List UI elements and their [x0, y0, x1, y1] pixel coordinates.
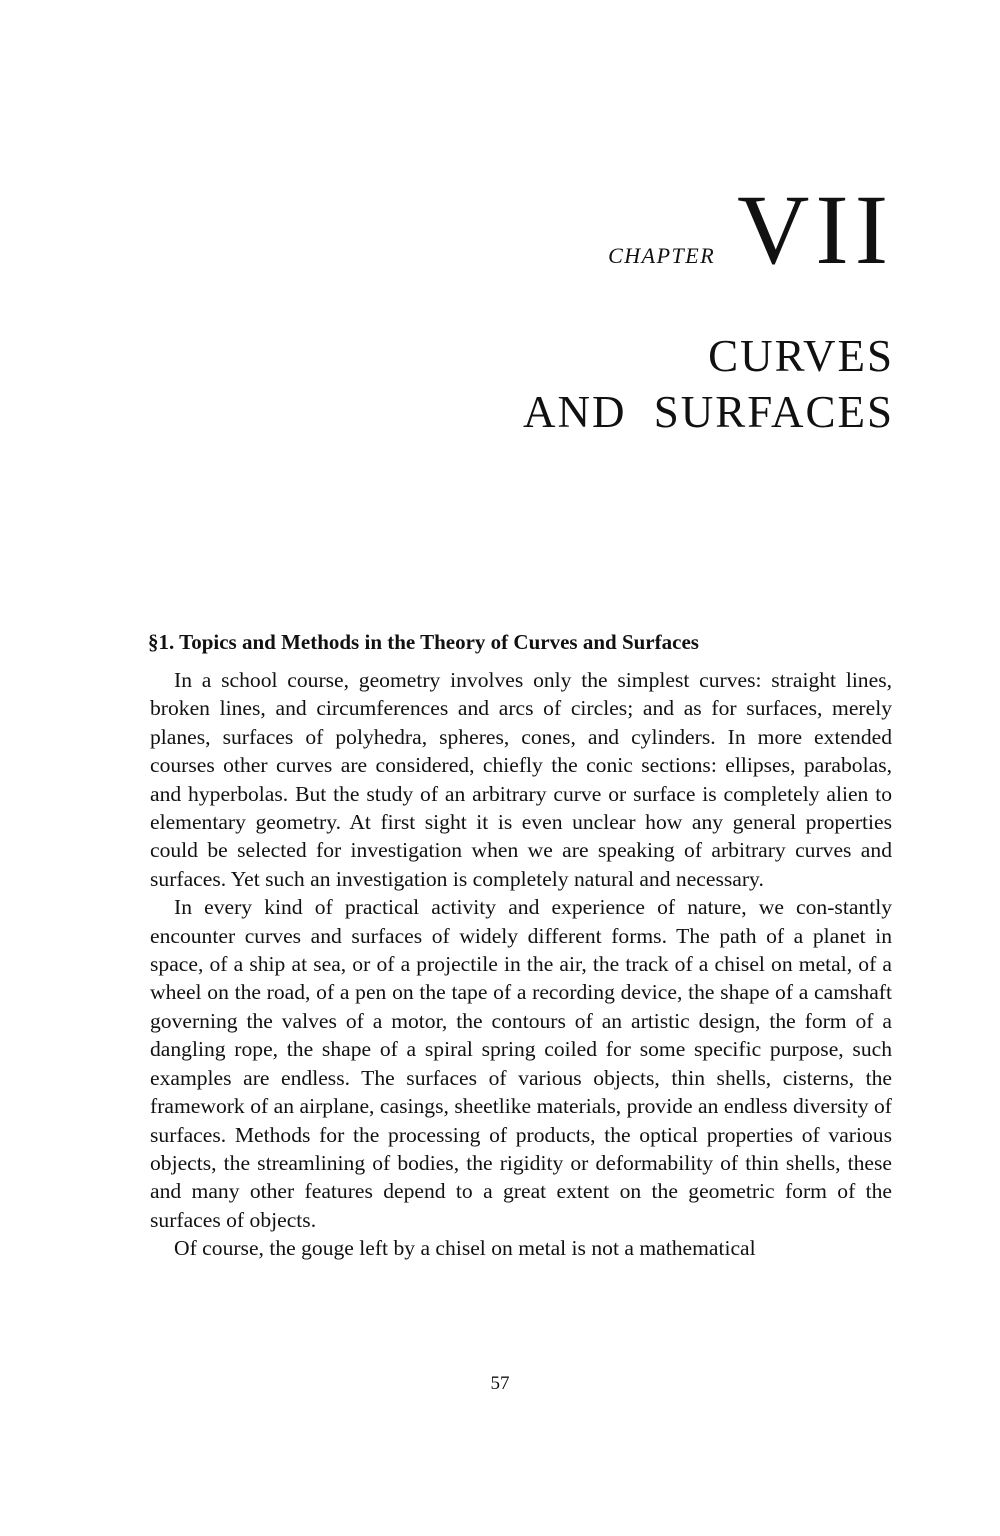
paragraph: In a school course, geometry involves only the simplest curves: straight lines, broken lines, and circumferences and arcs of circles; and as for surfaces, merely planes, surfaces of polyhedra, spheres, cones, and cylinders. In more extended courses other curves are considered, chiefly the conic sections: ellipses, parabolas, and hyperbolas. But the study of an arbitrary curve or surface is completely alien to elementary geometry. At first sight it is even unclear how any general properties could be selected for investigation when we are speaking of arbitrary curves and surfaces. Yet such an investigation is completely natural and necessary. [150, 668, 892, 891]
paragraph: In every kind of practical activity and experience of nature, we con-stantly encounter curves and surfaces of widely different forms. The path of a planet in space, of a ship at sea, or of a projectile in the air, the track of a chisel on metal, of a wheel on the road, of a pen on the tape of a recording device, the shape of a camshaft governing the valves of a motor, the contours of an artistic design, the form of a dangling rope, the shape of a spiral spring coiled for some specific purpose, such examples are endless. The surfaces of various objects, thin shells, cisterns, the framework of an airplane, casings, sheetlike materials, provide an endless diversity of surfaces. Methods for the processing of products, the optical properties of various objects, the streamlining of bodies, the rigidity or deformability of thin shells, these and many other features depend to a great extent on the geometric form of the surfaces of objects. [150, 895, 892, 1232]
chapter-title [523, 328, 894, 440]
chapter-title-line-1: CURVES [708, 331, 894, 381]
chapter-label: CHAPTER [608, 243, 716, 268]
chapter-title-line-2: AND SURFACES [523, 387, 894, 437]
chapter-numeral: VII [737, 174, 894, 285]
section-heading: §1. Topics and Methods in the Theory of Curves and Surfaces [148, 630, 699, 654]
paragraph: Of course, the gouge left by a chisel on metal is not a mathematical [174, 1236, 756, 1261]
body-text [150, 628, 892, 1263]
page-number: 57 [490, 1373, 510, 1394]
chapter-heading [608, 174, 894, 285]
